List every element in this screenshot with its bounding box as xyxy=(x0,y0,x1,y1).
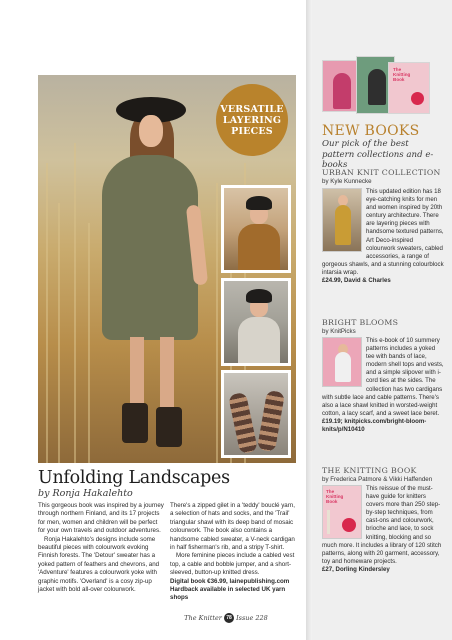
model-knitted-dress xyxy=(102,155,198,340)
urban-knit-thumbnail xyxy=(322,188,362,252)
cover-figure xyxy=(368,69,386,105)
section-byline: by Kyle Kunnecke xyxy=(322,178,372,185)
inset-photo-cardigan xyxy=(221,278,291,366)
section-description: This e-book of 10 summery patterns includes a yoked tee with bands of lace, modern shell tops and vests, and a simple slipover with i-cord ties at the sides. The collection has two cardigans with subtle lace and cable patterns. There's also a lace shawl knitted in worsted-weight cotton, a lacy scarf, and a sweet lace beret. xyxy=(322,337,444,417)
section-description: This updated edition has 18 eye-catching knits for men and women inspired by 20th century architecture. There are layering pieces with handsome textured patterns, Art Deco-inspired colourwork sweaters, cabled accessories, a range of gorgeous shawls, and a stunning colourblock intarsia wrap. xyxy=(322,188,444,276)
page-number: 78 xyxy=(224,613,234,623)
article-price-info: Digital book €36.99, lainepublishing.com Hardback available in selected UK yarn shops xyxy=(170,577,290,602)
inset-photo-vest xyxy=(221,185,291,273)
article-column-2 xyxy=(170,502,296,603)
yarn-ball-icon xyxy=(342,518,356,532)
model-leg-left xyxy=(130,337,144,407)
thumb-figure xyxy=(335,205,351,245)
thumb-title: The Knitting Book xyxy=(326,489,344,504)
model-face xyxy=(139,115,163,147)
article-column-1 xyxy=(38,502,164,594)
section-description: This reissue of the must-have guide for knitters covers more than 250 step-by-step techniques, from cast-ons and colourwork, brioche and lace, to sock knitting, blocking and so much more. It includes a library of 120 stitch patterns, along with 20 garment, accessory, toy and homeware projects. xyxy=(322,485,442,565)
thumb-figure xyxy=(335,352,351,382)
section-title: BRIGHT BLOOMS xyxy=(322,318,399,327)
knitting-needle-icon xyxy=(327,510,330,534)
section-byline: by Frederica Patmore & Vikki Haffenden xyxy=(322,476,433,483)
section-body xyxy=(322,188,444,285)
article-paragraph: There's a zipped gilet in a 'teddy' bouclé yarn, a selection of hats and socks, and the 'Trail' triangular shawl with its deep band of mosaic colourwork. The book also contains a handsome cabled sweater, a V-neck cardigan in half fisherman's rib, and a stripy T-shirt. xyxy=(170,502,295,552)
versatile-layering-badge: VERSATILE LAYERING PIECES xyxy=(216,84,288,156)
section-price: £24.99, David & Charles xyxy=(322,277,391,285)
model-boot-left xyxy=(122,403,148,443)
section-body xyxy=(322,337,444,434)
section-price: £19.19; knitpicks.com/bright-bloom-knits/p/N10410 xyxy=(322,417,427,434)
model-boot-right xyxy=(156,407,182,447)
bright-blooms-thumbnail xyxy=(322,337,362,387)
section-body xyxy=(322,485,444,574)
book-cover-bright-blooms xyxy=(322,60,359,112)
knitting-book-thumbnail xyxy=(322,485,362,539)
article-paragraph: More feminine pieces include a cabled vest top, a cable and bobble jumper, and a short-sleeved, button-up knitted dress. xyxy=(170,552,295,577)
article-paragraph: This gorgeous book was inspired by a journey through northern Finland, and its 17 projects for men, women and children will be perfect for your own travels and outdoor adventures. xyxy=(38,502,164,535)
footer-issue: Issue 228 xyxy=(236,614,268,622)
inset-photo-socks xyxy=(221,370,291,458)
footer-magazine: The Knitter xyxy=(184,614,222,622)
sock-left xyxy=(228,392,258,454)
sock-right xyxy=(257,390,285,452)
inset-hat xyxy=(246,289,272,303)
model-leg-right xyxy=(160,337,174,407)
section-byline: by KnitPicks xyxy=(322,328,356,335)
section-title: URBAN KNIT COLLECTION xyxy=(322,168,441,177)
section-title: THE KNITTING BOOK xyxy=(322,466,417,475)
article-paragraph: Ronja Hakalehto's designs include some beautiful pieces with colourwork evoking Finnish forests. The 'Detour' sweater has a yoked pattern of feathers and chevrons, and 'Adventure' features a colourwork yoke with graphic motifs. 'Overland' is a cosy zip-up jacket with bold all-over colourwork. xyxy=(38,535,160,594)
cover-title: The Knitting Book xyxy=(393,67,411,82)
cover-figure xyxy=(333,73,351,109)
inset-vest-figure xyxy=(238,224,280,273)
article-title: Unfolding Landscapes xyxy=(38,468,230,488)
new-books-subheading: Our pick of the best pattern collections and e-books xyxy=(322,139,434,170)
inset-cardigan-figure xyxy=(238,317,280,366)
inset-hat xyxy=(246,196,272,210)
section-price: £27, Dorling Kindersley xyxy=(322,565,390,573)
new-books-heading: NEW BOOKS xyxy=(322,123,420,139)
yarn-ball-icon xyxy=(411,92,424,105)
article-byline: by Ronja Hakalehto xyxy=(38,488,133,499)
book-cover-knitting-book xyxy=(388,62,430,114)
